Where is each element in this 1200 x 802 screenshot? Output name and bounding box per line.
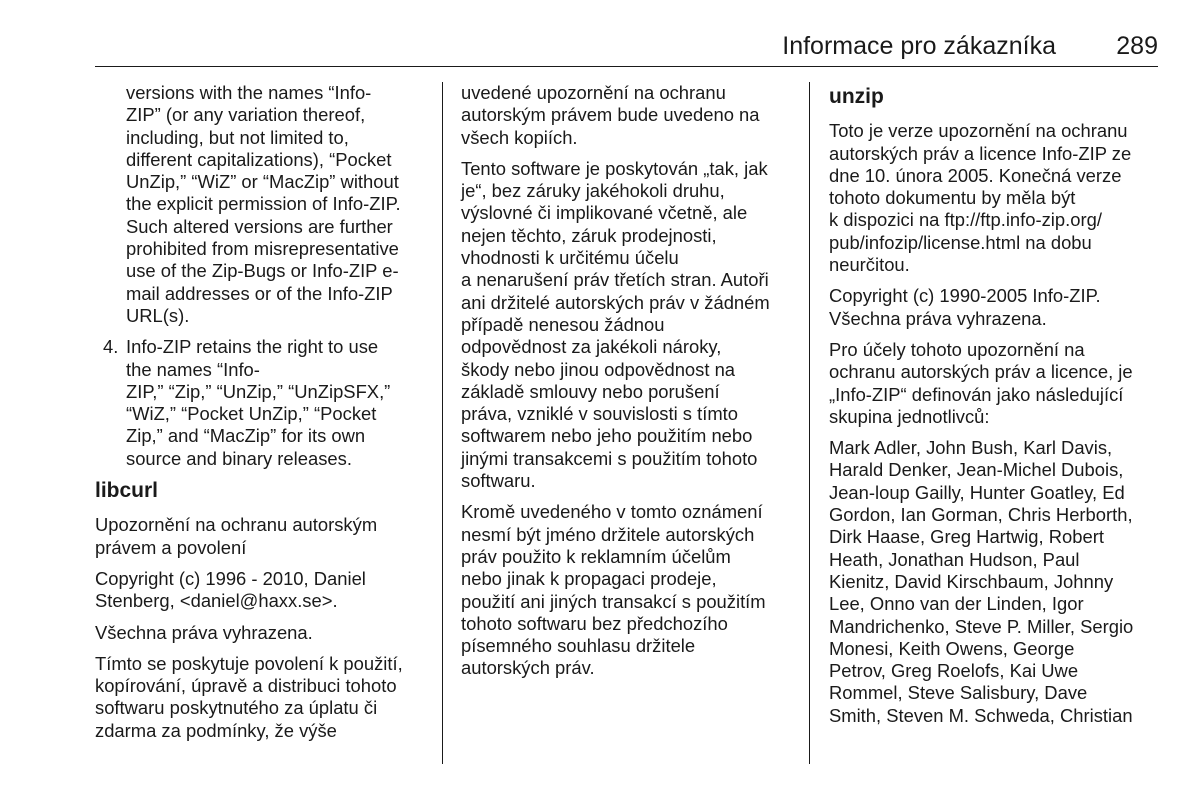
section-heading-libcurl: libcurl	[95, 479, 159, 503]
paragraph: uvedené upozornění na ochranu autorským právem bude uvedeno na všech kopiích.	[461, 82, 760, 148]
paragraph: Copyright (c) 1990-2005 Info-ZIP. Všechna práva vyhrazena.	[829, 285, 1101, 329]
list-item-continued: versions with the names “Info- ZIP” (or any variation thereof, including, but not limited to, different capitalizations), “Pocket UnZip,” “WiZ” or “MacZip” without the explicit permission of Info-ZIP. Such altered versions are further prohibited from misrepresentative use of the Zip-Bugs or Info-ZIP e- mail addresses or of the Info-ZIP URL(s).	[126, 82, 401, 326]
paragraph: Tento software je poskytován „tak, jak je“, bez záruky jakéhokoli druhu, výslovné či implikované včetně, ale nejen těchto, záruk prodejnosti, vhodnosti k určitému účelu a nenarušení práv třetích stran. Autoři ani držitelé autorských práv v žádném případě nenesou žádnou odpovědnost za jakékoli nároky, škody nebo jinou odpovědnost na základě smlouvy nebo porušení práva, vzniklé v souvislosti s tímto softwarem nebo jeho použitím nebo jinými transakcemi s použitím tohoto softwaru.	[461, 157, 770, 492]
column-middle	[461, 82, 791, 689]
list-item-4	[95, 336, 427, 470]
list-item-text: Info-ZIP retains the right to use the names “Info- ZIP,” “Zip,” “UnZip,” “UnZipSFX,” “WiZ,” “Pocket UnZip,” “Pocket Zip,” and “MacZip” for its own source and binary releases.	[126, 336, 391, 469]
paragraph: Copyright (c) 1996 - 2010, Daniel Stenberg, <daniel@haxx.se>.	[95, 567, 366, 612]
list-item-number: 4.	[103, 336, 119, 358]
page-header	[95, 30, 1158, 67]
paragraph: Tímto se poskytuje povolení k použití, kopírování, úpravě a distribuci tohoto softwaru poskytnutého za úplatu či zdarma za podmínky, že výše	[95, 652, 403, 741]
paragraph: Toto je verze upozornění na ochranu autorských práv a licence Info-ZIP ze dne 10. února 2005. Konečná verze tohoto dokumentu by měla být k dispozici na ftp://ftp.info-zip.org/ pub/infozip/license.html na dobu neurčitou.	[829, 120, 1132, 276]
column-divider	[809, 82, 810, 764]
paragraph: Mark Adler, John Bush, Karl Davis, Harald Denker, Jean-Michel Dubois, Jean-loup Gailly, Hunter Goatley, Ed Gordon, Ian Gorman, Chris Herborth, Dirk Haase, Greg Hartwig, Robert Heath, Jonathan Hudson, Paul Kienitz, David Kirschbaum, Johnny Lee, Onno van der Linden, Igor Mandrichenko, Steve P. Miller, Sergio Monesi, Keith Owens, George Petrov, Greg Roelofs, Kai Uwe Rommel, Steve Salisbury, Dave Smith, Steven M. Schweda, Christian	[829, 437, 1134, 726]
column-divider	[442, 82, 443, 764]
paragraph: Všechna práva vyhrazena.	[95, 621, 313, 643]
page-number: 289	[1116, 32, 1158, 60]
paragraph: Kromě uvedeného v tomto oznámení nesmí být jméno držitele autorských práv použito k reklamním účelům nebo jinak k propagaci prodeje, použití ani jiných transakcí s použitím tohoto softwaru bez předchozího písemného souhlasu držitele autorských práv.	[461, 501, 766, 679]
paragraph: Pro účely tohoto upozornění na ochranu autorských práv a licence, je „Info-ZIP“ definován jako následující skupina jednotlivců:	[829, 338, 1133, 427]
column-right	[829, 82, 1159, 736]
page-title: Informace pro zákazníka	[782, 32, 1056, 60]
section-heading-unzip: unzip	[829, 85, 884, 108]
column-left	[95, 82, 427, 751]
paragraph: Upozornění na ochranu autorským právem a povolení	[95, 514, 378, 558]
